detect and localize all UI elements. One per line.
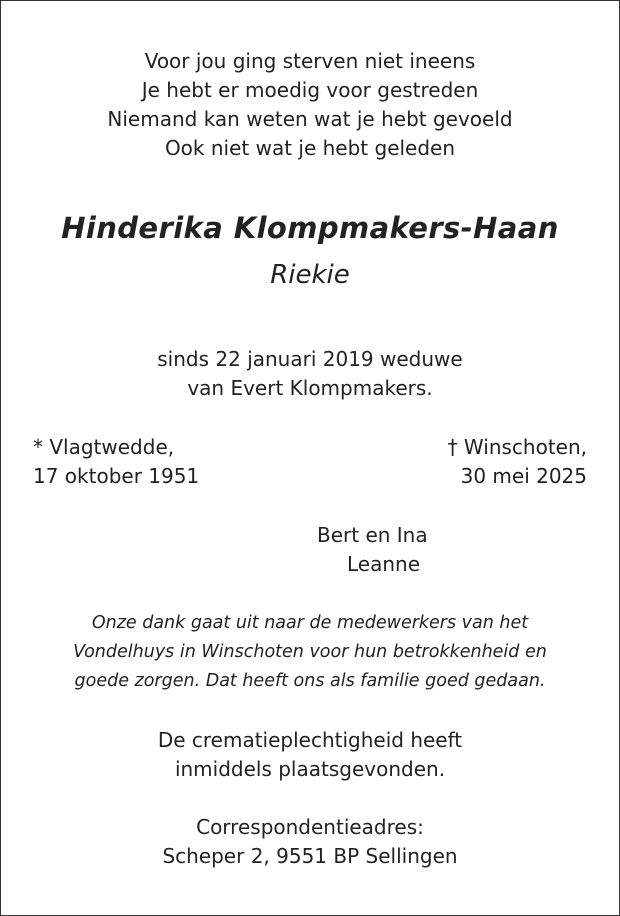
cremation-line: De crematieplechtigheid heeft [157, 728, 463, 752]
death-place: † Winschoten, [447, 435, 587, 459]
poem-line: Je hebt er moedig voor gestreden [141, 78, 479, 102]
correspondence-label: Correspondentieadres: [196, 815, 424, 839]
cremation-line: inmiddels plaatsgevonden. [174, 757, 446, 781]
deceased-name: Hinderika Klompmakers-Haan [61, 211, 559, 245]
poem [1, 47, 619, 163]
family-line: Bert en Ina [317, 523, 428, 547]
family-line: Leanne [347, 552, 421, 576]
cremation-notice [1, 726, 619, 784]
poem-line: Ook niet wat je hebt geleden [164, 136, 456, 160]
birth-date: 17 oktober 1951 [33, 464, 200, 488]
birth-info [33, 433, 199, 491]
widow-line: sinds 22 januari 2019 weduwe [157, 347, 463, 371]
widow-notice [1, 345, 619, 403]
correspondence-street: Scheper 2, 9551 BP Sellingen [162, 844, 458, 868]
death-info [448, 433, 587, 491]
poem-line: Voor jou ging sterven niet ineens [144, 49, 476, 73]
deceased-nickname: Riekie [270, 260, 350, 290]
thanks-line: Vondelhuys in Winschoten voor hun betrokkenheid en [73, 642, 547, 662]
correspondence-address [1, 813, 619, 871]
thanks-line: goede zorgen. Dat heeft ons als familie goed gedaan. [74, 671, 546, 691]
thanks-message [1, 609, 619, 696]
birth-place: * Vlagtwedde, [33, 435, 175, 459]
thanks-line: Onze dank gaat uit naar de medewerkers van het [91, 613, 529, 633]
widow-line: van Evert Klompmakers. [187, 376, 433, 400]
poem-line: Niemand kan weten wat je hebt gevoeld [107, 107, 513, 131]
death-date: 30 mei 2025 [460, 464, 587, 488]
